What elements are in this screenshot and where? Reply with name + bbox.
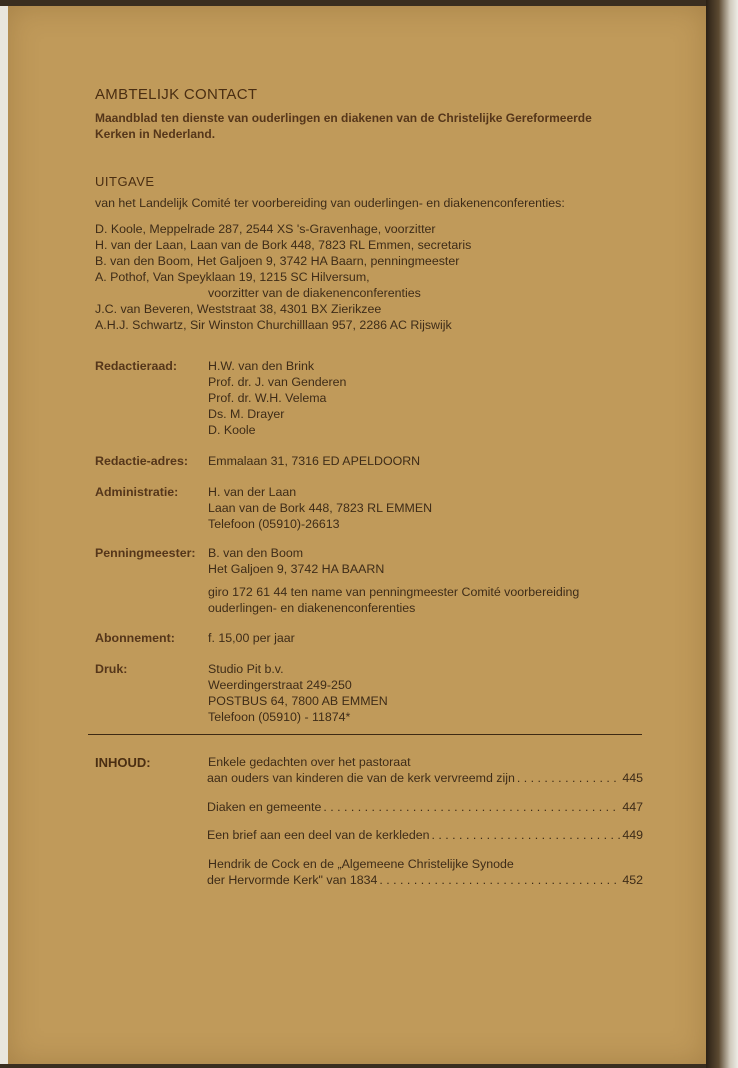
toc-dot-leader <box>323 800 620 814</box>
toc-dot-leader <box>432 828 621 842</box>
page-bottom-edge <box>0 1064 706 1068</box>
committee-member: A.H.J. Schwartz, Sir Winston Churchilllaan 957, 2286 AC Rijswijk <box>95 318 452 332</box>
toc-entry <box>207 828 643 842</box>
masthead-subtitle-line1: Maandblad ten dienste van ouderlingen en diakenen van de Christelijke Gereformeerde <box>95 111 592 125</box>
toc-entry-title: Diaken en gemeente <box>207 800 322 814</box>
masthead-subtitle-line2: Kerken in Nederland. <box>95 127 216 141</box>
toc-entry-page: 449 <box>622 828 643 842</box>
masthead-title: AMBTELIJK CONTACT <box>95 86 258 103</box>
toc-dot-leader <box>379 873 620 887</box>
penningmeester-label: Penningmeester: <box>95 546 196 560</box>
administratie-label: Administratie: <box>95 485 179 499</box>
administratie-line: H. van der Laan <box>208 485 297 499</box>
druk-line: Telefoon (05910) - 11874* <box>208 710 351 724</box>
toc-entry-page: 452 <box>622 873 643 887</box>
redactieraad-member: D. Koole <box>208 423 256 437</box>
toc-entry-page: 447 <box>622 800 643 814</box>
toc-entry-title: Een brief aan een deel van de kerkleden <box>207 828 430 842</box>
druk-label: Druk: <box>95 662 128 676</box>
penningmeester-line: Het Galjoen 9, 3742 HA BAARN <box>208 562 385 576</box>
administratie-line: Telefoon (05910)-26613 <box>208 517 340 531</box>
redactieraad-member: Prof. dr. W.H. Velema <box>208 391 327 405</box>
uitgave-heading: UITGAVE <box>95 174 155 189</box>
druk-line: Weerdingerstraat 249-250 <box>208 678 352 692</box>
toc-entry-title-line1: Enkele gedachten over het pastoraat <box>208 755 411 769</box>
druk-line: Studio Pit b.v. <box>208 662 284 676</box>
inhoud-label: INHOUD: <box>95 755 151 770</box>
document-page <box>8 6 706 1064</box>
committee-member: J.C. van Beveren, Weststraat 38, 4301 BX Zierikzee <box>95 302 382 316</box>
penningmeester-giro-line2: ouderlingen- en diakenenconferenties <box>208 601 416 615</box>
redactieraad-member: H.W. van den Brink <box>208 359 315 373</box>
druk-line: POSTBUS 64, 7800 AB EMMEN <box>208 694 388 708</box>
redactieraad-member: Prof. dr. J. van Genderen <box>208 375 347 389</box>
committee-member-role: voorzitter van de diakenenconferenties <box>208 286 421 300</box>
committee-member: A. Pothof, Van Speyklaan 19, 1215 SC Hilversum, <box>95 270 370 284</box>
toc-entry-title: aan ouders van kinderen die van de kerk vervreemd zijn <box>207 771 515 785</box>
committee-member: H. van der Laan, Laan van de Bork 448, 7823 RL Emmen, secretaris <box>95 238 472 252</box>
administratie-line: Laan van de Bork 448, 7823 RL EMMEN <box>208 501 433 515</box>
toc-entry-title-line1: Hendrik de Cock en de „Algemeene Christelijke Synode <box>208 857 514 871</box>
committee-member: D. Koole, Meppelrade 287, 2544 XS 's-Gravenhage, voorzitter <box>95 222 436 236</box>
abonnement-value: f. 15,00 per jaar <box>208 631 295 645</box>
toc-entry-page: 445 <box>622 771 643 785</box>
section-divider <box>88 734 642 735</box>
toc-entry-title: der Hervormde Kerk" van 1834 <box>207 873 378 887</box>
book-spine-edge <box>706 0 738 1068</box>
penningmeester-line: B. van den Boom <box>208 546 304 560</box>
redactieraad-member: Ds. M. Drayer <box>208 407 285 421</box>
toc-entry <box>207 873 643 887</box>
penningmeester-giro-line1: giro 172 61 44 ten name van penningmeester Comité voorbereiding <box>208 585 580 599</box>
redactie-adres-value: Emmalaan 31, 7316 ED APELDOORN <box>208 454 421 468</box>
toc-dot-leader <box>517 771 620 785</box>
redactieraad-label: Redactieraad: <box>95 359 177 373</box>
uitgave-intro: van het Landelijk Comité ter voorbereiding van ouderlingen- en diakenenconferenties: <box>95 196 565 210</box>
toc-entry <box>207 771 643 785</box>
redactie-adres-label: Redactie-adres: <box>95 454 188 468</box>
toc-entry <box>207 800 643 814</box>
committee-member: B. van den Boom, Het Galjoen 9, 3742 HA Baarn, penningmeester <box>95 254 460 268</box>
abonnement-label: Abonnement: <box>95 631 175 645</box>
